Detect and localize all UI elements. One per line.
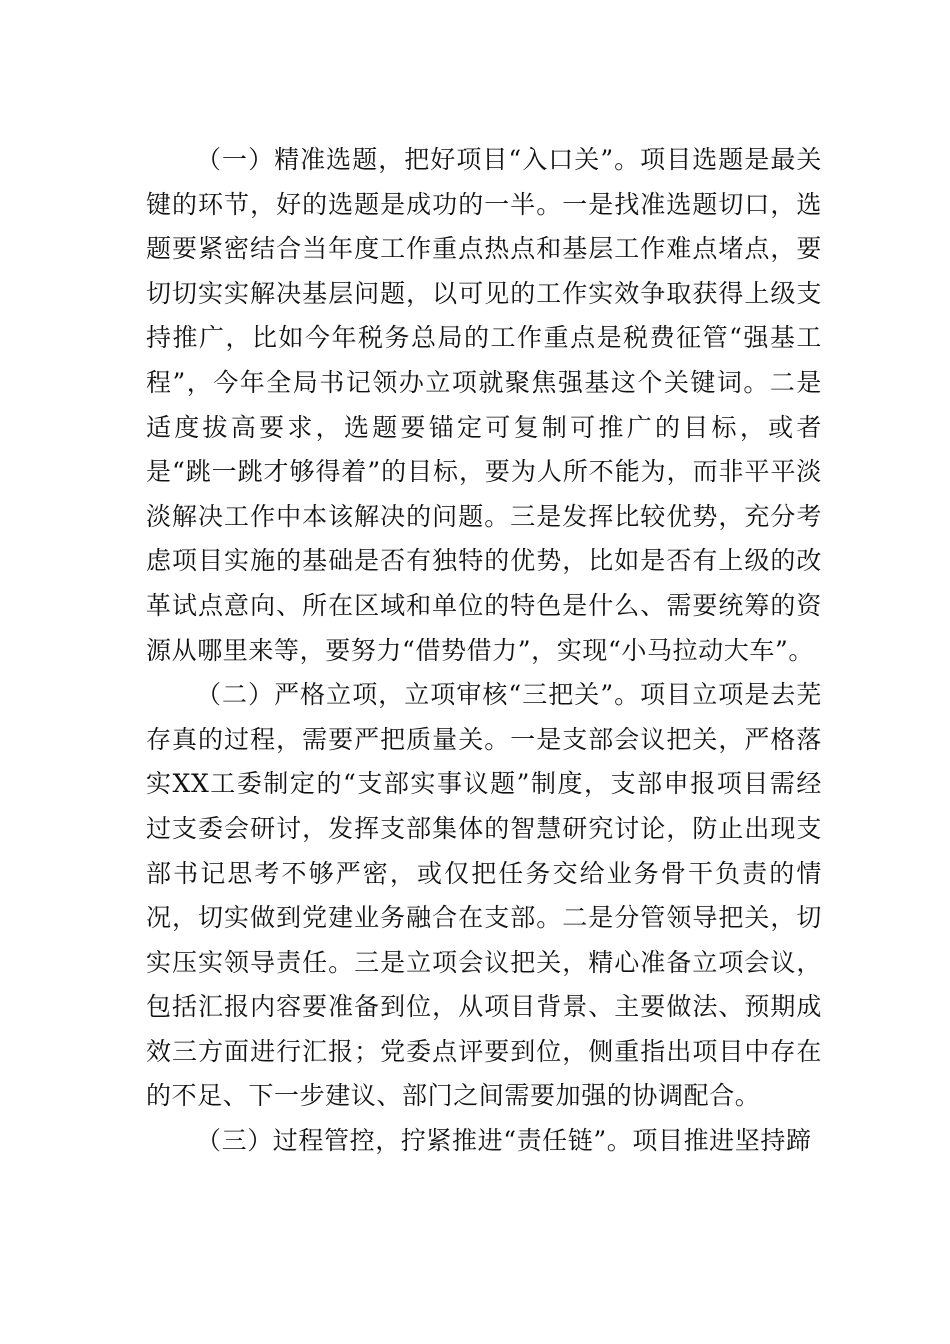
paragraph-2: （二）严格立项，立项审核“三把关”。项目立项是去芜存真的过程，需要严把质量关。一是支部会议把关，严格落实XX工委制定的“支部实事议题”制度，支部申报项目需经过支委会研讨，发挥支部集体的智慧研究讨论，防止出现支部书记思考不够严密，或仅把任务交给业务骨干负责的情况，切实做到党建业务融合在支部。二是分管领导把关，切实压实领导责任。三是立项会议把关，精心准备立项会议，包括汇报内容要准备到位，从项目背景、主要做法、预期成效三方面进行汇报；党委点评要到位，侧重指出项目中存在的不足、下一步建议、部门之间需要加强的协调配合。 xyxy=(146,680,822,1111)
paragraph-1: （一）精准选题，把好项目“入口关”。项目选题是最关键的环节，好的选题是成功的一半。一是找准选题切口，选题要紧密结合当年度工作重点热点和基层工作难点堵点，要切切实实解决基层问题，以可见的工作实效争取获得上级支持推广，比如今年税务总局的工作重点是税费征管“强基工程”，今年全局书记领办立项就聚焦强基这个关键词。二是适度拔高要求，选题要锚定可复制可推广的目标，或者是“跳一跳才够得着”的目标，要为人所不能为，而非平平淡淡解决工作中本该解决的问题。三是发挥比较优势，充分考虑项目实施的基础是否有独特的优势，比如是否有上级的改革试点意向、所在区域和单位的特色是什么、需要统筹的资源从哪里来等，要努力“借势借力”，实现“小马拉动大车”。 xyxy=(146,145,822,665)
document-body xyxy=(146,138,822,1164)
paragraph-3: （三）过程管控，拧紧推进“责任链”。项目推进坚持蹄 xyxy=(196,1126,812,1156)
